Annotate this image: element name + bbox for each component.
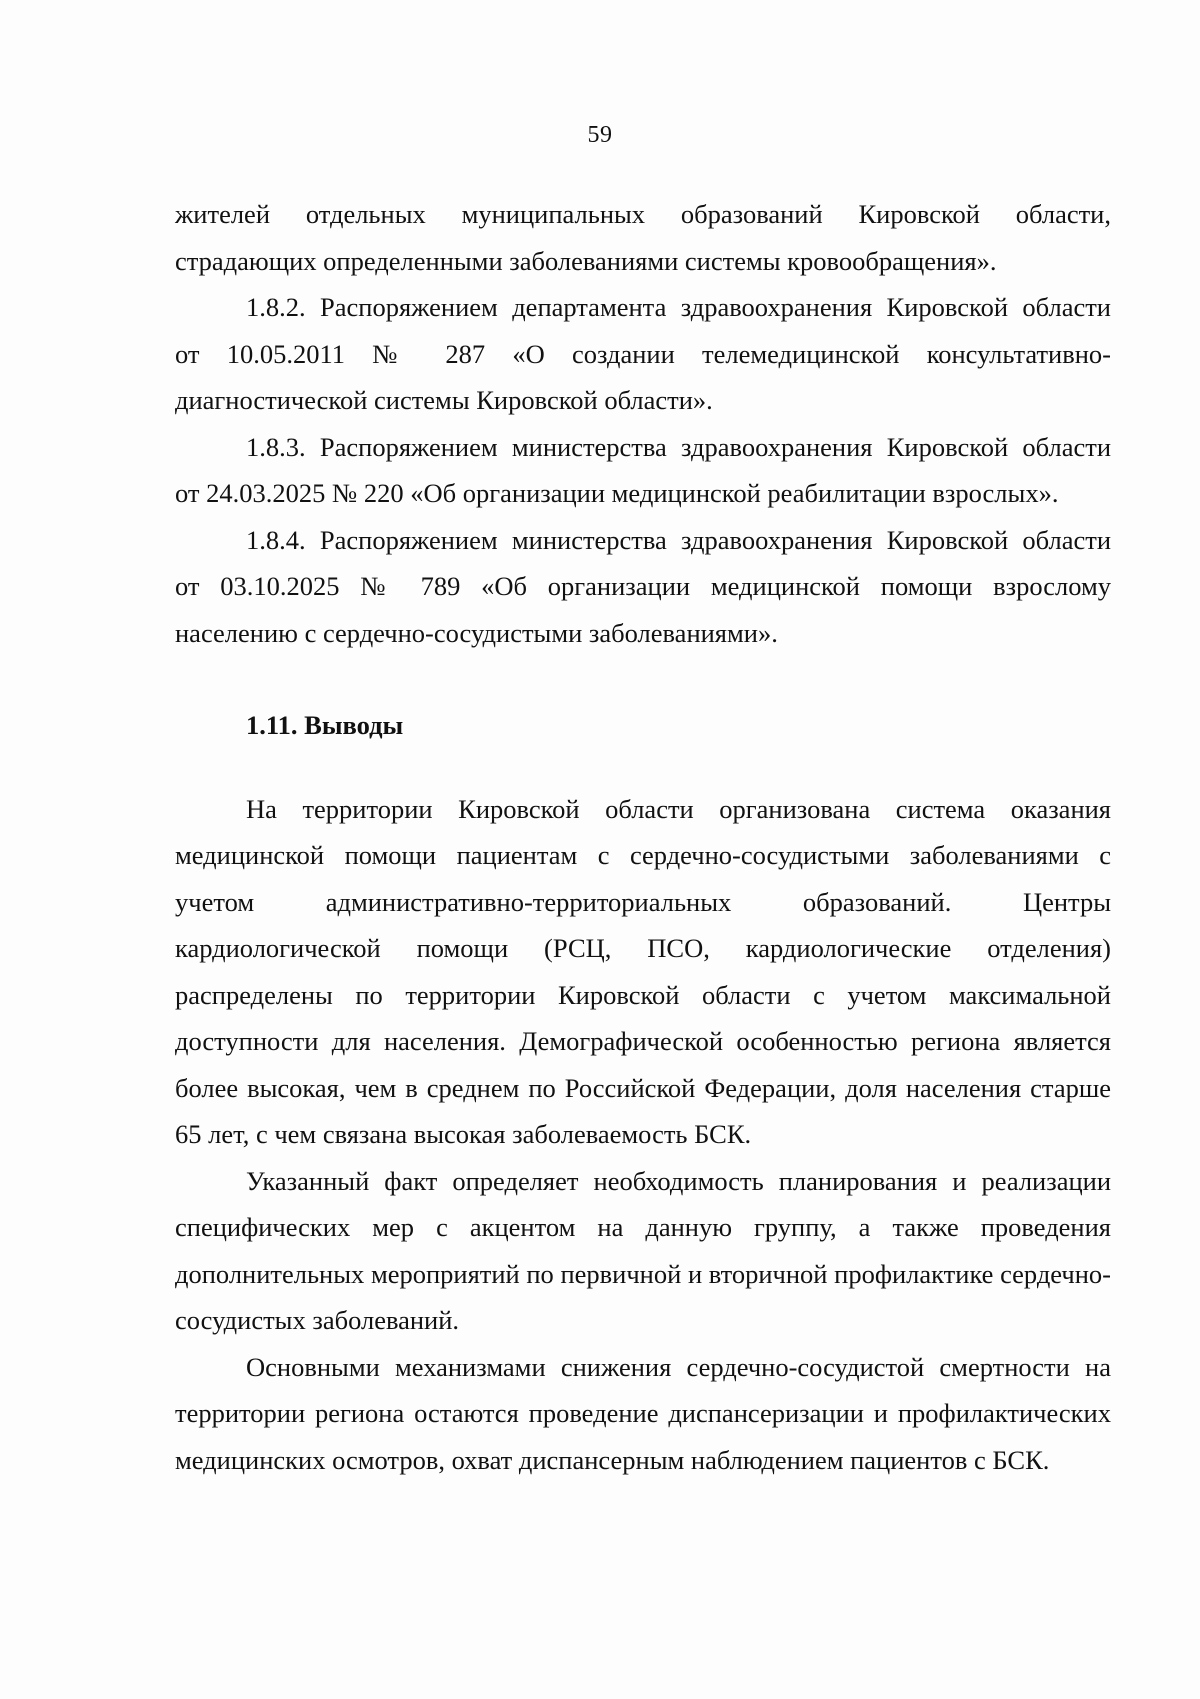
list-item-1-8-4 (175, 517, 1111, 657)
page-content (175, 191, 1111, 1483)
list-item-line: 1.8.2. Распоряжением департамента здравоохранения Кировской области (246, 292, 1111, 322)
body-paragraph-3: Основными механизмами снижения сердечно-сосудистой смертности на территории региона остаются проведение диспансеризации и профилактических медицинских осмотров, охват диспансерным наблюдением пациентов с БСК. (175, 1351, 1111, 1475)
list-item-1-8-2 (175, 284, 1111, 424)
list-item-line: 1.8.3. Распоряжением министерства здравоохранения Кировской области (246, 431, 1111, 462)
list-item-line: населению с сердечно-сосудистыми заболеваниями». (175, 617, 778, 648)
spacer (175, 656, 1111, 702)
list-item-1-8-3 (175, 424, 1111, 517)
body-paragraph-2: Указанный факт определяет необходимость планирования и реализации специфических мер с акцентом на данную группу, а также проведения дополнительных мероприятий по первичной и вторичной профилактике сердечно-сосудистых заболеваний. (175, 1165, 1111, 1335)
continuation-paragraph (175, 191, 1111, 284)
body-paragraph-1: На территории Кировской области организована система оказания медицинской помощи пациентам с сердечно-сосудистыми заболеваниями с учетом административно-территориальных образований. Центры кардиологической помощи (РСЦ, ПСО, кардиологические отделения) распределены по территории Кировской области с учетом максимальной доступности для населения. Демографической особенностью региона является более высокая, чем в среднем по Российской Федерации, доля населения старше 65 лет, с чем связана высокая заболеваемость БСК. (175, 793, 1111, 1149)
list-item-line: от 10.05.2011 № 287 «О создании телемедицинской консультативно- (175, 338, 1111, 369)
continuation-line-2: страдающих определенными заболеваниями системы кровообращения». (175, 245, 997, 276)
list-item-line: от 03.10.2025 № 789 «Об организации медицинской помощи взрослому (175, 571, 1111, 601)
list-item-line: от 24.03.2025 № 220 «Об организации медицинской реабилитации взрослых». (175, 478, 1059, 508)
continuation-line-1: жителей отдельных муниципальных образований Кировской области, (175, 199, 1111, 229)
spacer (175, 749, 1111, 786)
list-item-line: диагностической системы Кировской области». (175, 385, 713, 415)
list-item-line: 1.8.4. Распоряжением министерства здравоохранения Кировской области (246, 524, 1111, 555)
section-heading: 1.11. Выводы (246, 710, 404, 740)
page-number: 59 (587, 122, 613, 148)
